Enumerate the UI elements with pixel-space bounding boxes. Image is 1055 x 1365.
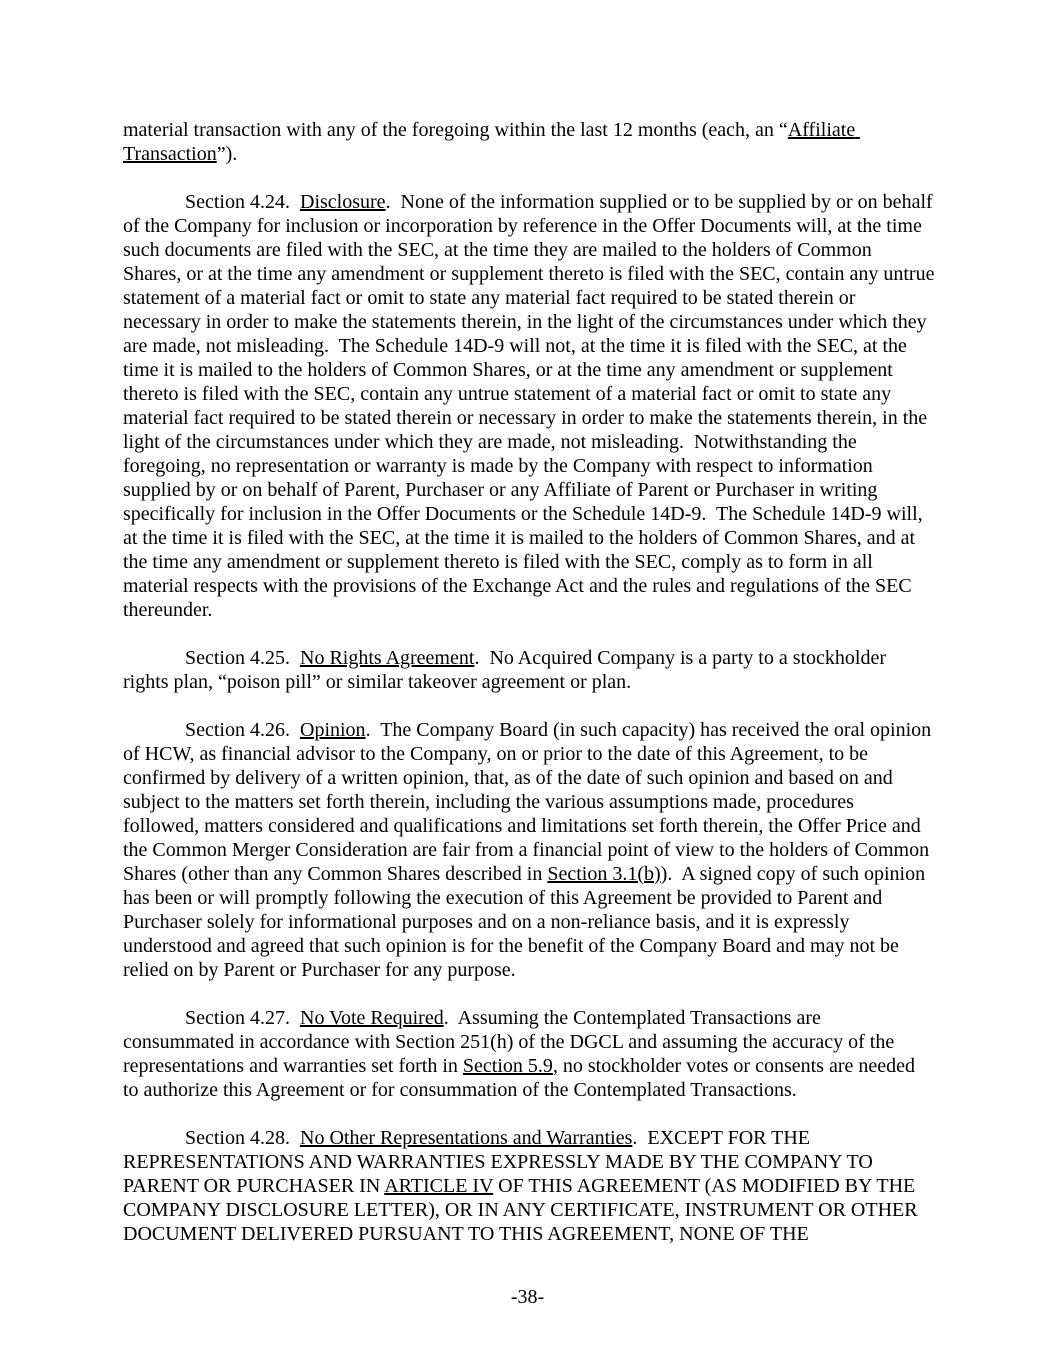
paragraph [123,190,940,622]
document-body [123,118,940,1246]
text-run: . EXCEPT FOR THE REPRESENTATIONS AND WARRANTIES EXPRESSLY MADE BY THE COMPANY TO PARENT OR PURCHASER IN [123,1127,878,1197]
underlined-text: No Rights Agreement [300,647,475,669]
underlined-text: Disclosure [300,191,386,213]
underlined-text: Section 5.9 [462,1055,553,1077]
page-number: -38- [510,1286,545,1308]
text-run: Section 4.28. [185,1127,300,1149]
underlined-text: No Other Representations and Warranties [300,1127,633,1149]
paragraph [123,118,935,166]
text-run: Section 4.25. [185,647,300,669]
underlined-text: Opinion [300,719,366,741]
text-run: ”). [216,143,238,165]
underlined-text: Affiliate Transaction [123,119,860,165]
underlined-text: ARTICLE IV [384,1175,494,1197]
text-run: . The Company Board (in such capacity) has received the oral opinion of HCW, as financial advisor to the Company, on or prior to the date of this Agreement, to be confirmed by delivery of a written opinion, that, as of the date of such opinion and based on and subject to the matters set forth therein, including the various assumptions made, procedures followed, matters considered and qualifications and limitations set forth therein, the Offer Price and the Common Merger Consideration are fair from a financial point of view to the holders of Common Shares (other than any Common Shares described in [123,719,937,885]
paragraph [123,718,935,982]
text-run: ). A signed copy of such opinion has been or will promptly following the execution of this Agreement be provided to Parent and Purchaser solely for informational purposes and on a non-reliance basis, and it is expressly understood and agreed that such opinion is for the benefit of the Company Board and may not be relied on by Parent or Purchaser for any purpose. [123,863,931,981]
paragraph [123,646,935,694]
text-run: Section 4.26. [185,719,300,741]
text-run: . No Acquired Company is a party to a stockholder rights plan, “poison pill” or similar takeover agreement or plan. [123,647,892,693]
underlined-text: Section 3.1(b) [547,863,661,885]
paragraph [123,1126,935,1246]
text-run: material transaction with any of the foregoing within the last 12 months (each, an “ [123,119,788,141]
text-run: . Assuming the Contemplated Transactions are consummated in accordance with Section 251(h) of the DGCL and assuming the accuracy of the representations and warranties set forth in [123,1007,900,1077]
text-run: Section 4.27. [185,1007,300,1029]
underlined-text: No Vote Required [300,1007,444,1029]
text-run: . None of the information supplied or to be supplied by or on behalf of the Company for inclusion or incorporation by reference in the Offer Documents will, at the time such documents are filed with the SEC, at the time they are mailed to the holders of Common Shares, or at the time any amendment or supplement thereto is filed with the SEC, contain any untrue statement of a material fact or omit to state any material fact required to be stated therein or necessary in order to make the statements therein, in the light of the circumstances under which they are made, not misleading. The Schedule 14D-9 will not, at the time it is filed with the SEC, at the time it is mailed to the holders of Common Shares, or at the time any amendment or supplement thereto is filed with the SEC, contain any untrue statement of a material fact or omit to state any material fact required to be stated therein or necessary in order to make the statements therein, in the light of the circumstances under which they are made, not misleading. Notwithstanding the foregoing, no representation or warranty is made by the Company with respect to information supplied by or on behalf of Parent, Purchaser or any Affiliate of Parent or Purchaser in writing specifically for inclusion in the Offer Documents or the Schedule 14D-9. The Schedule 14D-9 will, at the time it is filed with the SEC, at the time it is mailed to the holders of Common Shares, and at the time any amendment or supplement thereto is filed with the SEC, comply as to form in all material respects with the provisions of the Exchange Act and the rules and regulations of the SEC thereunder. [123,191,940,621]
text-run: OF THIS AGREEMENT (AS MODIFIED BY THE COMPANY DISCLOSURE LETTER), OR IN ANY CERTIFICATE, INSTRUMENT OR OTHER DOCUMENT DELIVERED PURSUANT TO THIS AGREEMENT, NONE OF THE [123,1175,923,1245]
text-run: , no stockholder votes or consents are needed to authorize this Agreement or for consummation of the Contemplated Transactions. [123,1055,920,1101]
text-run: Section 4.24. [185,191,300,213]
paragraph [123,1006,935,1102]
